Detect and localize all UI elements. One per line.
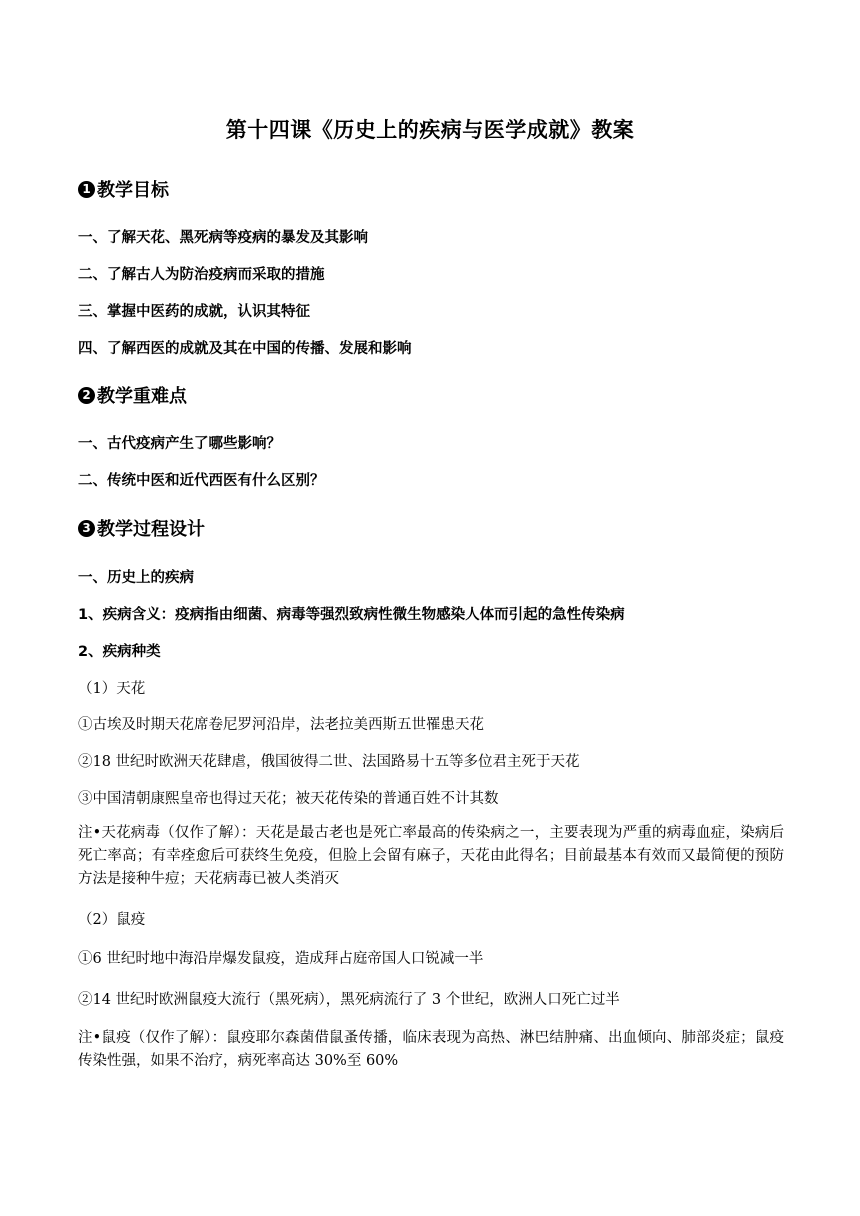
smallpox-item: ②18 世纪时欧洲天花肆虐，俄国彼得二世、法国路易十五等多位君主死于天花 bbox=[78, 754, 580, 770]
section-label: 教学目标 bbox=[97, 180, 169, 201]
section-label: 教学重难点 bbox=[97, 386, 187, 407]
smallpox-note: 注•天花病毒（仅作了解）：天花是最古老也是死亡率最高的传染病之一，主要表现为严重的病毒血症，染病后死亡率高；有幸痊愈后可获终生免疫，但脸上会留有麻子，天花由此得名；目前最基本有效而又最简便的预防方法是接种牛痘；天花病毒已被人类消灭 bbox=[78, 825, 784, 887]
number-1-icon: 1 bbox=[78, 181, 95, 198]
number-2-icon: 2 bbox=[78, 387, 95, 404]
smallpox-heading: （1）天花 bbox=[78, 681, 146, 697]
disease-types-heading: 2、疾病种类 bbox=[78, 644, 161, 660]
process-heading: 一、历史上的疾病 bbox=[78, 570, 194, 586]
plague-item: ②14 世纪时欧洲鼠疫大流行（黑死病），黑死病流行了 3 个世纪，欧洲人口死亡过半 bbox=[78, 992, 620, 1008]
plague-heading: （2）鼠疫 bbox=[78, 912, 146, 928]
plague-note: 注•鼠疫（仅作了解）：鼠疫耶尔森菌借鼠蚤传播，临床表现为高热、淋巴结肿痛、出血倾向、肺部炎症；鼠疫传染性强，如果不治疗，病死率高达 30%至 60% bbox=[78, 1030, 784, 1069]
number-3-icon: 3 bbox=[78, 520, 95, 537]
document-title: 第十四课《历史上的疾病与医学成就》教案 bbox=[225, 118, 635, 142]
keypoint-item: 一、古代疫病产生了哪些影响？ bbox=[78, 436, 281, 452]
objective-item: 二、了解古人为防治疫病而采取的措施 bbox=[78, 267, 325, 283]
smallpox-item: ①古埃及时期天花席卷尼罗河沿岸，法老拉美西斯五世罹患天花 bbox=[78, 717, 484, 733]
objective-item: 三、掌握中医药的成就，认识其特征 bbox=[78, 304, 310, 320]
objective-item: 四、了解西医的成就及其在中国的传播、发展和影响 bbox=[78, 341, 412, 357]
objective-item: 一、了解天花、黑死病等疫病的暴发及其影响 bbox=[78, 230, 368, 246]
keypoint-item: 二、传统中医和近代西医有什么区别？ bbox=[78, 473, 325, 489]
section-heading-keypoints bbox=[78, 382, 187, 408]
section-label: 教学过程设计 bbox=[97, 519, 205, 540]
section-heading-objectives bbox=[78, 176, 169, 202]
section-heading-process bbox=[78, 515, 205, 541]
plague-item: ①6 世纪时地中海沿岸爆发鼠疫，造成拜占庭帝国人口锐减一半 bbox=[78, 951, 484, 967]
disease-definition: 1、疾病含义：疫病指由细菌、病毒等强烈致病性微生物感染人体而引起的急性传染病 bbox=[78, 607, 625, 623]
smallpox-item: ③中国清朝康熙皇帝也得过天花；被天花传染的普通百姓不计其数 bbox=[78, 791, 499, 807]
